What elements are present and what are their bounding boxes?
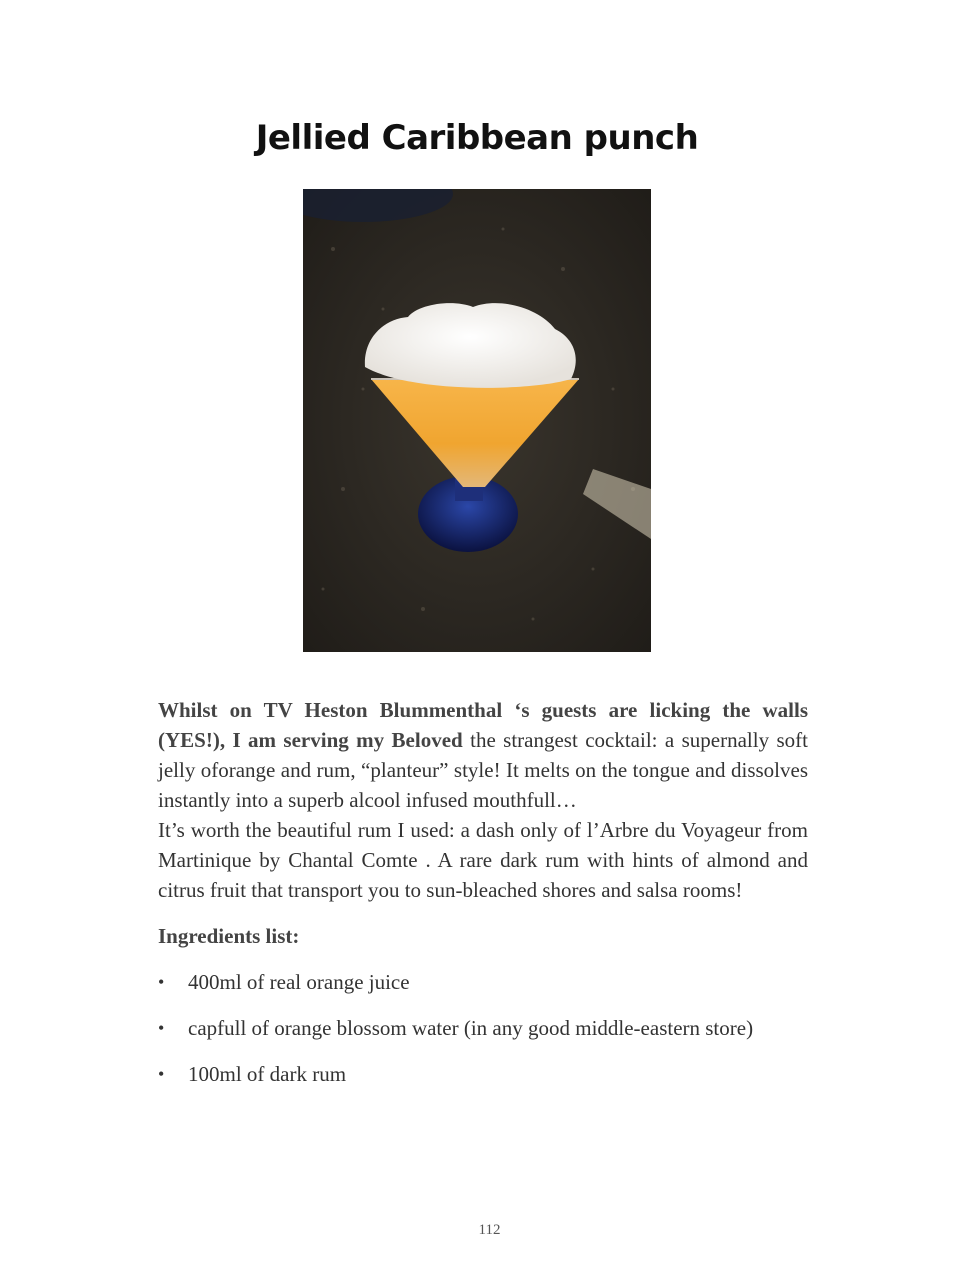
cocktail-photo	[303, 189, 651, 652]
list-item	[158, 1013, 808, 1043]
page-number: 112	[478, 1222, 501, 1238]
ingredient-text: capfull of orange blossom water (in any good middle-eastern store)	[188, 1016, 754, 1040]
bullet-icon: •	[158, 972, 165, 992]
intro-paragraph	[158, 695, 808, 815]
ingredient-text: 400ml of real orange juice	[188, 970, 410, 994]
page-title: Jellied Caribbean punch	[255, 118, 699, 158]
rum-paragraph: It’s worth the beautiful rum I used: a dash only of l’Arbre du Voyageur from Martinique by Chantal Comte . A rare dark rum with hints of almond and citrus fruit that transport you to sun-bleached shores and salsa rooms!	[158, 818, 808, 902]
ingredients-heading: Ingredients list:	[158, 924, 300, 948]
list-item	[158, 1059, 808, 1089]
intro-bold-text: Whilst on TV Heston Blummenthal ‘s guests are licking the walls (YES!), I am serving my Beloved	[158, 698, 808, 752]
bullet-icon: •	[158, 1064, 165, 1084]
list-item	[158, 967, 808, 997]
bullet-icon: •	[158, 1018, 165, 1038]
ingredient-text: 100ml of dark rum	[188, 1062, 347, 1086]
recipe-body	[158, 695, 808, 1105]
intro-text: the strangest cocktail: a supernally soft jelly oforange and rum, “planteur” style! It melts on the tongue and dissolves instantly into a superb alcool infused mouthfull…	[158, 728, 808, 812]
ingredients-list	[158, 967, 808, 1089]
